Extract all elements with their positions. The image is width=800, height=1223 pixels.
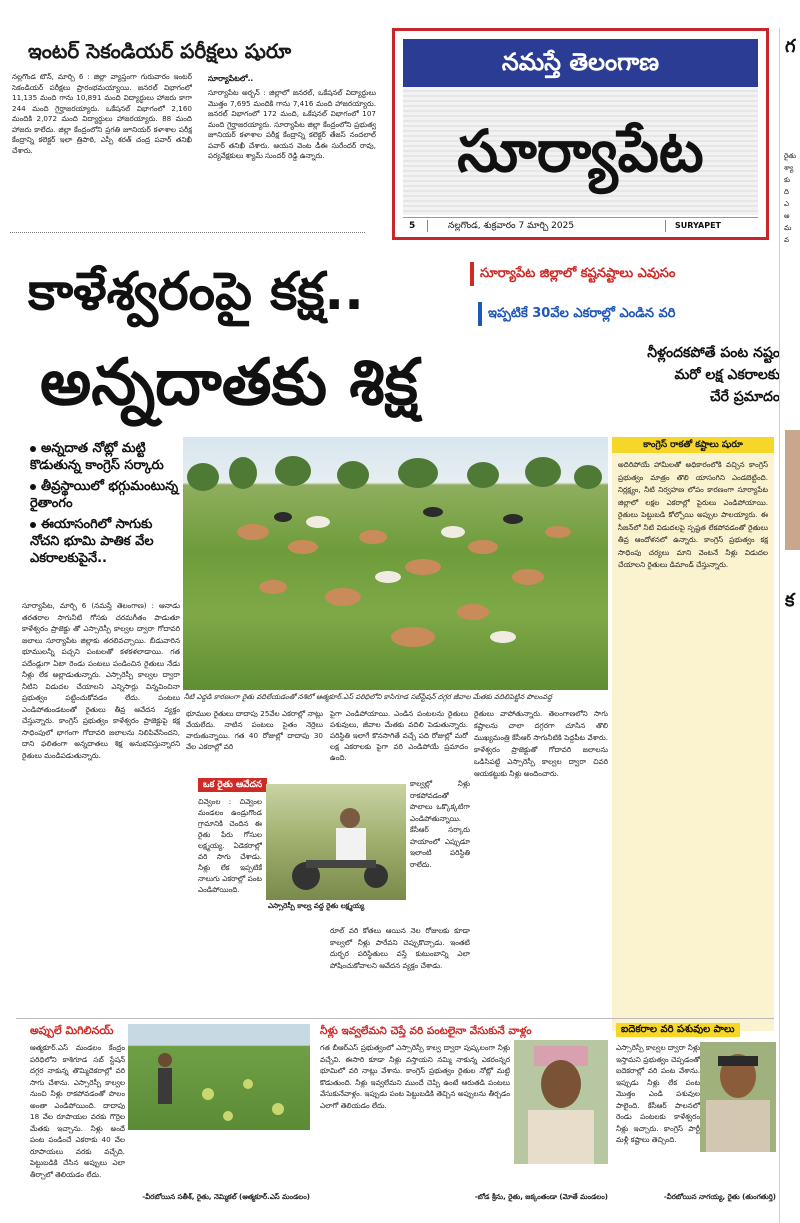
field-goats-image: [183, 437, 608, 690]
right-edge-heading-2: క: [785, 590, 795, 611]
dateline-sep2: [665, 220, 666, 232]
main-headline-2: అన్నదాతకు శిక్ష: [40, 346, 418, 420]
bullet-item: [30, 516, 180, 567]
mid-col-3: రైతులు వాపోతున్నారు. తెలంగాణలోని సాగు కష్టాలను చాలా దగ్గరగా చూసిన తొలి ముఖ్యమంత్రి కేసీఆర్ సాగునీటికి పెద్దపీట వేశారు. కాళేశ్వరం ప్రాజెక్టుతో గోదావరి జలాలను ఒడిసిపట్టి ఎస్సారెస్పీ కాల్వల ద్వారా చివరి ఆయకట్టుకు నీళ్లు అందించారు.: [474, 709, 608, 778]
top-story: [10, 38, 376, 238]
kicker-3b: మరో లక్ష ఎకరాలకు: [674, 367, 780, 383]
right-edge-line: వ: [784, 236, 789, 244]
body-left: సూర్యాపేట, మార్చి 6 (నమస్తే తెలంగాణ) : ఆనాడు తరతరాల సాగునీటి గోసకు చరమగీతం పాడుతూ కాళేశ్వరం ప్రాజెక్టు తో ఎస్సారెస్పీ కాల్వల ద్వారా గోదావరి జలాలు సూర్యాపేట జిల్లాకు తరలివచ్చాయి. బీడువారిన భూములన్నీ పచ్చని పంటలతో కళకళలాడాయి. గత పదేండ్లుగా ఏటా రెండు పంటలు పండించిన రైతులు నేడు నీళ్లు లేక అల్లాడుతున్నారు. ఎస్సారెస్పీ కాల్వల ద్వారా నీటిని విడుదల చేయాలని ఎన్నిసార్లు విన్నవించినా ప్రభుత్వం పట్టించుకోవడం లేదు. పంటలు ఎండిపోతుండటంతో రైతులు తీవ్ర ఆవేదన వ్యక్తం చేస్తున్నారు. కాంగ్రెస్ ప్రభుత్వం కాళేశ్వరం ప్రాజెక్టుపై కక్ష సాధింపులో భాగంగా గోదావరి జలాలను నిలిపివేసిందని, దాని ఫలితంగా అన్నదాతలు శిక్ష అనుభవిస్తున్నారని రైతులు మండిపడుతున్నారు.: [22, 601, 180, 760]
b1-sign: -వీరబోయిన సతీశ్, రైతు, నెమ్మికల్ (ఆత్మకూర్.ఎస్ మండలం): [142, 1193, 310, 1201]
masthead-edition-panel: [403, 87, 758, 215]
bullet-text: ఈయాసంగిలో సాగుకు నోచని భూమి పాతిక వేల ఎకరాలకుపైనే..: [30, 517, 154, 566]
farmer-portrait-2-image: [700, 1042, 776, 1152]
right-edge-line: రైతు: [784, 152, 797, 160]
b3-sign: -వీరబోయిన నాగయ్య, రైతు (తుంగతుర్తి): [663, 1193, 776, 1201]
b1-body: ఆత్మకూర్.ఎస్ మండలం కేంద్రం పరిధిలోని కాశిగూడ సబ్ స్టేషన్ దగ్గర నాకున్న తొమ్మిదెకరాల్లో వరి సాగు చేశాను. ఎస్సారెస్పీ కాల్వల నుంచి నీళ్లు రాకపోవడంతో పొలం అంతా ఎండిపోయింది. దాదాపు 18 వేల రూపాయల వరకు గొర్రెల మేతకు ఇచ్చాను. నీళ్లు అందే పంట పండించే ఎకరాకు 40 వేల రూపాయలు వరకు వచ్చేది. పెట్టుబడికి చేసిన అప్పులు ఎలా తీర్చాలో తెలియడం లేదు.: [30, 1043, 125, 1179]
page-number: 5: [409, 221, 416, 231]
bullet-item: [30, 440, 180, 474]
bullet-list: [30, 440, 180, 567]
right-edge-text: [784, 150, 800, 400]
divider: [10, 232, 365, 233]
farmer-on-bike-image: [266, 784, 406, 900]
b3-title: ఐదెకరాల వరి పశువుల పాలు: [616, 1023, 740, 1037]
top-story-col1: నల్లగొండ టౌన్, మార్చి 6 : జిల్లా వ్యాప్తంగా గురువారం ఇంటర్ సెకండియర్ పరీక్షలు ప్రారంభమయ్యాయి. జనరల్ విభాగంలో 11,135 మంది గాను 10,891 మంది విద్యార్థులు హాజరు కాగా 244 మంది గైర్హాజరయ్యారు. ఒకేషనల్ విభాగంలో 2,160 మందికి 2,072 మంది విద్యార్థులు హాజరయ్యారు. 88 మంది హాజరు కాలేదు. జిల్లా కేంద్రంలోని ప్రగతి జూనియర్ కళాశాల పరీక్ష కేంద్రాన్ని కలెక్టర్ ఇలా త్రిపాఠి, ఎస్పీ శరత్ చంద్ర పవార్ తనిఖీ చేశారు.: [12, 72, 192, 155]
bullet-text: తీవ్రస్థాయిలో భగ్గుమంటున్న రైతాంగం: [30, 479, 179, 511]
farmer-photo: [266, 784, 406, 900]
b2-photo: [514, 1040, 608, 1164]
right-edge-line: అ: [784, 212, 790, 220]
mid-col-2: పైగా ఎండిపోయాయి. ఎండిన పంటలను రైతులు పశువులు, జీవాల మేతకు వదిలి పెడుతున్నారు. పరిస్థితి ఇలాగే కొనసాగితే వచ్చే పది రోజుల్లో మరో లక్ష ఎకరాలకు పైగా వరి ఎండిపోయే ప్రమాదం ఉంది.: [330, 709, 468, 762]
bottom-divider: [16, 1018, 774, 1019]
right-edge-photo: [785, 430, 800, 550]
top-headline: ఇంటర్ సెకండియర్ పరీక్షలు షురూ: [28, 39, 292, 63]
farmer-box-title: ఒక రైతు ఆవేదన: [198, 778, 267, 792]
right-edge-line: ది: [784, 188, 789, 196]
bullet-text: అన్నదాత నోట్లో మట్టి కొడుతున్న కాంగ్రెస్ సర్కారు: [30, 441, 164, 473]
sidebar-body: అదిరిపోయే హామీలతో అధికారంలోకి వచ్చిన కాంగ్రెస్ ప్రభుత్వం మాత్రం తొలి యాసంగిని ఎండబెట్టింది. నిర్లక్ష్యం, నీటి నిర్వహణ లోపం కారణంగా సూర్యాపేట జిల్లాలో లక్షల ఎకరాల్లో పైరులు ఎండిపోయాయి. రైతులు పెట్టుబడి కోల్పోయి అప్పుల పాలయ్యారు. ఈ సీజన్‌లో నీటి విడుదలపై స్పష్టత లేకపోవడంతో రైతులు తీవ్ర ఆందోళనలో ఉన్నారు. కాంగ్రెస్ ప్రభుత్వం కక్ష సాధింపు చర్యలు మాని వెంటనే నీళ్లు విడుదల చేయాలని రైతులు డిమాండ్ చేస్తున్నారు.: [618, 460, 768, 569]
dateline: నల్లగొండ, శుక్రవారం 7 మార్చి 2025: [448, 221, 575, 231]
b1-photo: [128, 1024, 310, 1130]
right-edge-line: కు: [784, 176, 791, 184]
bullet-icon: [30, 484, 36, 490]
kicker-bar-1-accent: [470, 262, 474, 286]
kicker-bar-2-accent: [478, 302, 482, 326]
b2-title: నీళ్లు ఇవ్వలేమని చెప్తే వరి పంటలైనా వేసుకునే వాళ్లం: [320, 1025, 532, 1037]
b1-title: అప్పులే మిగిలినయ్: [30, 1024, 114, 1037]
right-edge-heading: గ: [785, 36, 796, 57]
masthead: [392, 28, 769, 240]
bullet-icon: [30, 522, 36, 528]
farmer-side: కాల్వల్లో నీళ్లు రాకపోవడంతో పొలాలు ఒక్కొక్కటిగా ఎండిపోతున్నాయి. కేసీఆర్ సర్కారు హయాంలో ఎప్పుడూ ఇలాంటి పరిస్థితి రాలేదు.: [410, 779, 470, 869]
farmer-in-field-image: [128, 1024, 310, 1130]
mid-col-1: భూముల రైతులు దాదాపు 25వేల ఎకరాల్లో నాట్లు వేయలేదు. నాటిన పంటలు సైతం నెర్రెలు వారుతున్నాయి. గత 40 రోజుల్లో దాదాపు 30 వేల ఎకరాల్లో వరి: [186, 709, 323, 751]
top-story-col2: సూర్యాపేట అర్బన్ : జిల్లాలో జనరల్, ఒకేషనల్ విద్యార్థులు మొత్తం 7,695 మందికి గాను 7,416 మంది హాజరయ్యారు. జనరల్ విభాగంలో 172 మంది, ఒకేషనల్ విభాగంలో 107 మంది గైర్హాజరయ్యారు. సూర్యాపేట జిల్లా కేంద్రంలోని ప్రభుత్వ జూనియర్ కళాశాల పరీక్ష కేంద్రాన్ని కలెక్టర్ తేజస్ నందలాల్ పవార్ తనిఖీ చేశారు. ఆయన వెంట డీఈ సురేందర్ రావు, పర్యవేక్షకులు శ్యామ్ సుందర్ రెడ్డి ఉన్నారు.: [208, 88, 376, 160]
masthead-edition: సూర్యాపేట: [457, 117, 704, 185]
bullet-item: [30, 478, 180, 512]
main-headline-1: కాళేశ్వరంపై కక్ష..: [28, 262, 364, 322]
farmer-portrait-image: [514, 1040, 608, 1164]
dateline-sep1: [427, 220, 428, 232]
kicker-1: సూర్యాపేట జిల్లాలో కష్టనష్టాలు ఎవుసం: [480, 266, 676, 281]
right-edge-line: శ్యా: [784, 164, 794, 172]
masthead-brand: నమస్తే తెలంగాణ: [501, 48, 660, 76]
sidebar-title: కాంగ్రెస్ రాకతో కష్టాలు షురూ: [612, 437, 774, 453]
right-edge-line: మ: [784, 224, 792, 232]
b2-body: గత బీఆర్ఎస్ ప్రభుత్వంలో ఎస్సారెస్పీ కాల్వ ద్వారా పుష్కలంగా నీళ్లు వచ్చేవి. ఈసారి కూడా నీళ్లు వస్తాయని నమ్మి నాకున్న ఎకరంన్నర భూమిలో వరి నాట్లు వేశాను. కాంగ్రెస్ ప్రభుత్వం రైతుల నోట్లో మట్టి కొడుతుంది. నీళ్లు ఇవ్వలేమని ముందే చెప్పి ఉంటే ఆరుతడి పంటలు వేసుకునేవాళ్లం. ఇప్పుడు పంట పెట్టుబడికి తెచ్చిన అప్పులను తీర్చడం ఎలాగో తెలియడం లేదు.: [320, 1043, 510, 1110]
masthead-brand-bar: [403, 39, 758, 87]
masthead-dateline-bar: [403, 217, 758, 234]
b3-photo: [700, 1042, 776, 1152]
sidebar-box: [612, 437, 774, 1031]
farmer-bottom: రూల్ వరి కోతలు ఆయిన నెల రోజులకు కూడా కాల్వలో నీళ్లు పారేవని చెప్పుకొచ్చాడు. ఇంతటి దుర్భర పరిస్థితులు వస్తే కుటుంబాన్ని ఎలా పోషించుకోవాలని ఆవేదన వ్యక్తం చేశాడు.: [330, 926, 470, 970]
kicker-3a: నీళ్లందకపోతే పంట నష్టం: [647, 345, 780, 361]
edition-en: SURYAPET: [675, 221, 721, 230]
farmer-photo-caption: ఎస్సారెస్పీ కాల్వ వద్ద రైతు లక్ష్మయ్య: [268, 902, 365, 910]
main-photo: [183, 437, 608, 690]
kicker-3c: చేరే ప్రమాదం: [709, 389, 780, 405]
right-edge-line: ఎ: [784, 200, 789, 208]
b3-body: ఎస్సారెస్పీ కాల్వల ద్వారా నీళ్లు ఇస్తామని ప్రభుత్వం చెప్పడంతో ఐదెకరాల్లో వరి పంట వేశాను. ఇప్పుడు నీళ్లు లేక పంట మొత్తం ఎండి పశువుల పాలైంది. కేసీఆర్ పాలనలో రెండు పంటలకు కాళేశ్వరం నీళ్లు ఇచ్చారు. కాంగ్రెస్ పార్టీ మళ్లీ కష్టాలు తెచ్చింది.: [616, 1043, 700, 1144]
farmer-box-body: చివ్వెంల : చివ్వెంల మండలం ఉండ్రుగొండ గ్రామానికి చెందిన ఈ రైతు పేరు గోసుల లక్ష్మయ్య. ఏడెకరాల్లో వరి సాగు చేశాడు. నీళ్లు లేక ఇప్పటికే నాలుగు ఎకరాల్లో పంట ఎండిపోయింది.: [198, 797, 262, 894]
main-photo-caption: నీటి ఎద్దడి కారణంగా రైతు వదిలేయడంతో నశిలో ఆత్మకూర్.ఎస్ పరిధిలోని కాసిగూడ సబ్‌స్టేషన్ దగ్గర జీవాల మేతకు వదిలిపెట్టిన పొలంవద్ద: [184, 693, 553, 701]
bullet-icon: [30, 446, 36, 452]
right-edge-rule: [779, 28, 780, 1223]
farmer-box: [198, 778, 406, 920]
top-story-col2-head: సూర్యాపేటలో..: [208, 74, 254, 83]
b1-body-2: [30, 1132, 310, 1188]
b2-sign: -బోడ శ్రీను, రైతు, జక్కంతండా (మోతే మండలం): [474, 1193, 608, 1201]
kicker-2: ఇప్పటికే 30వేల ఎకరాల్లో ఎండిన వరి: [488, 306, 676, 321]
